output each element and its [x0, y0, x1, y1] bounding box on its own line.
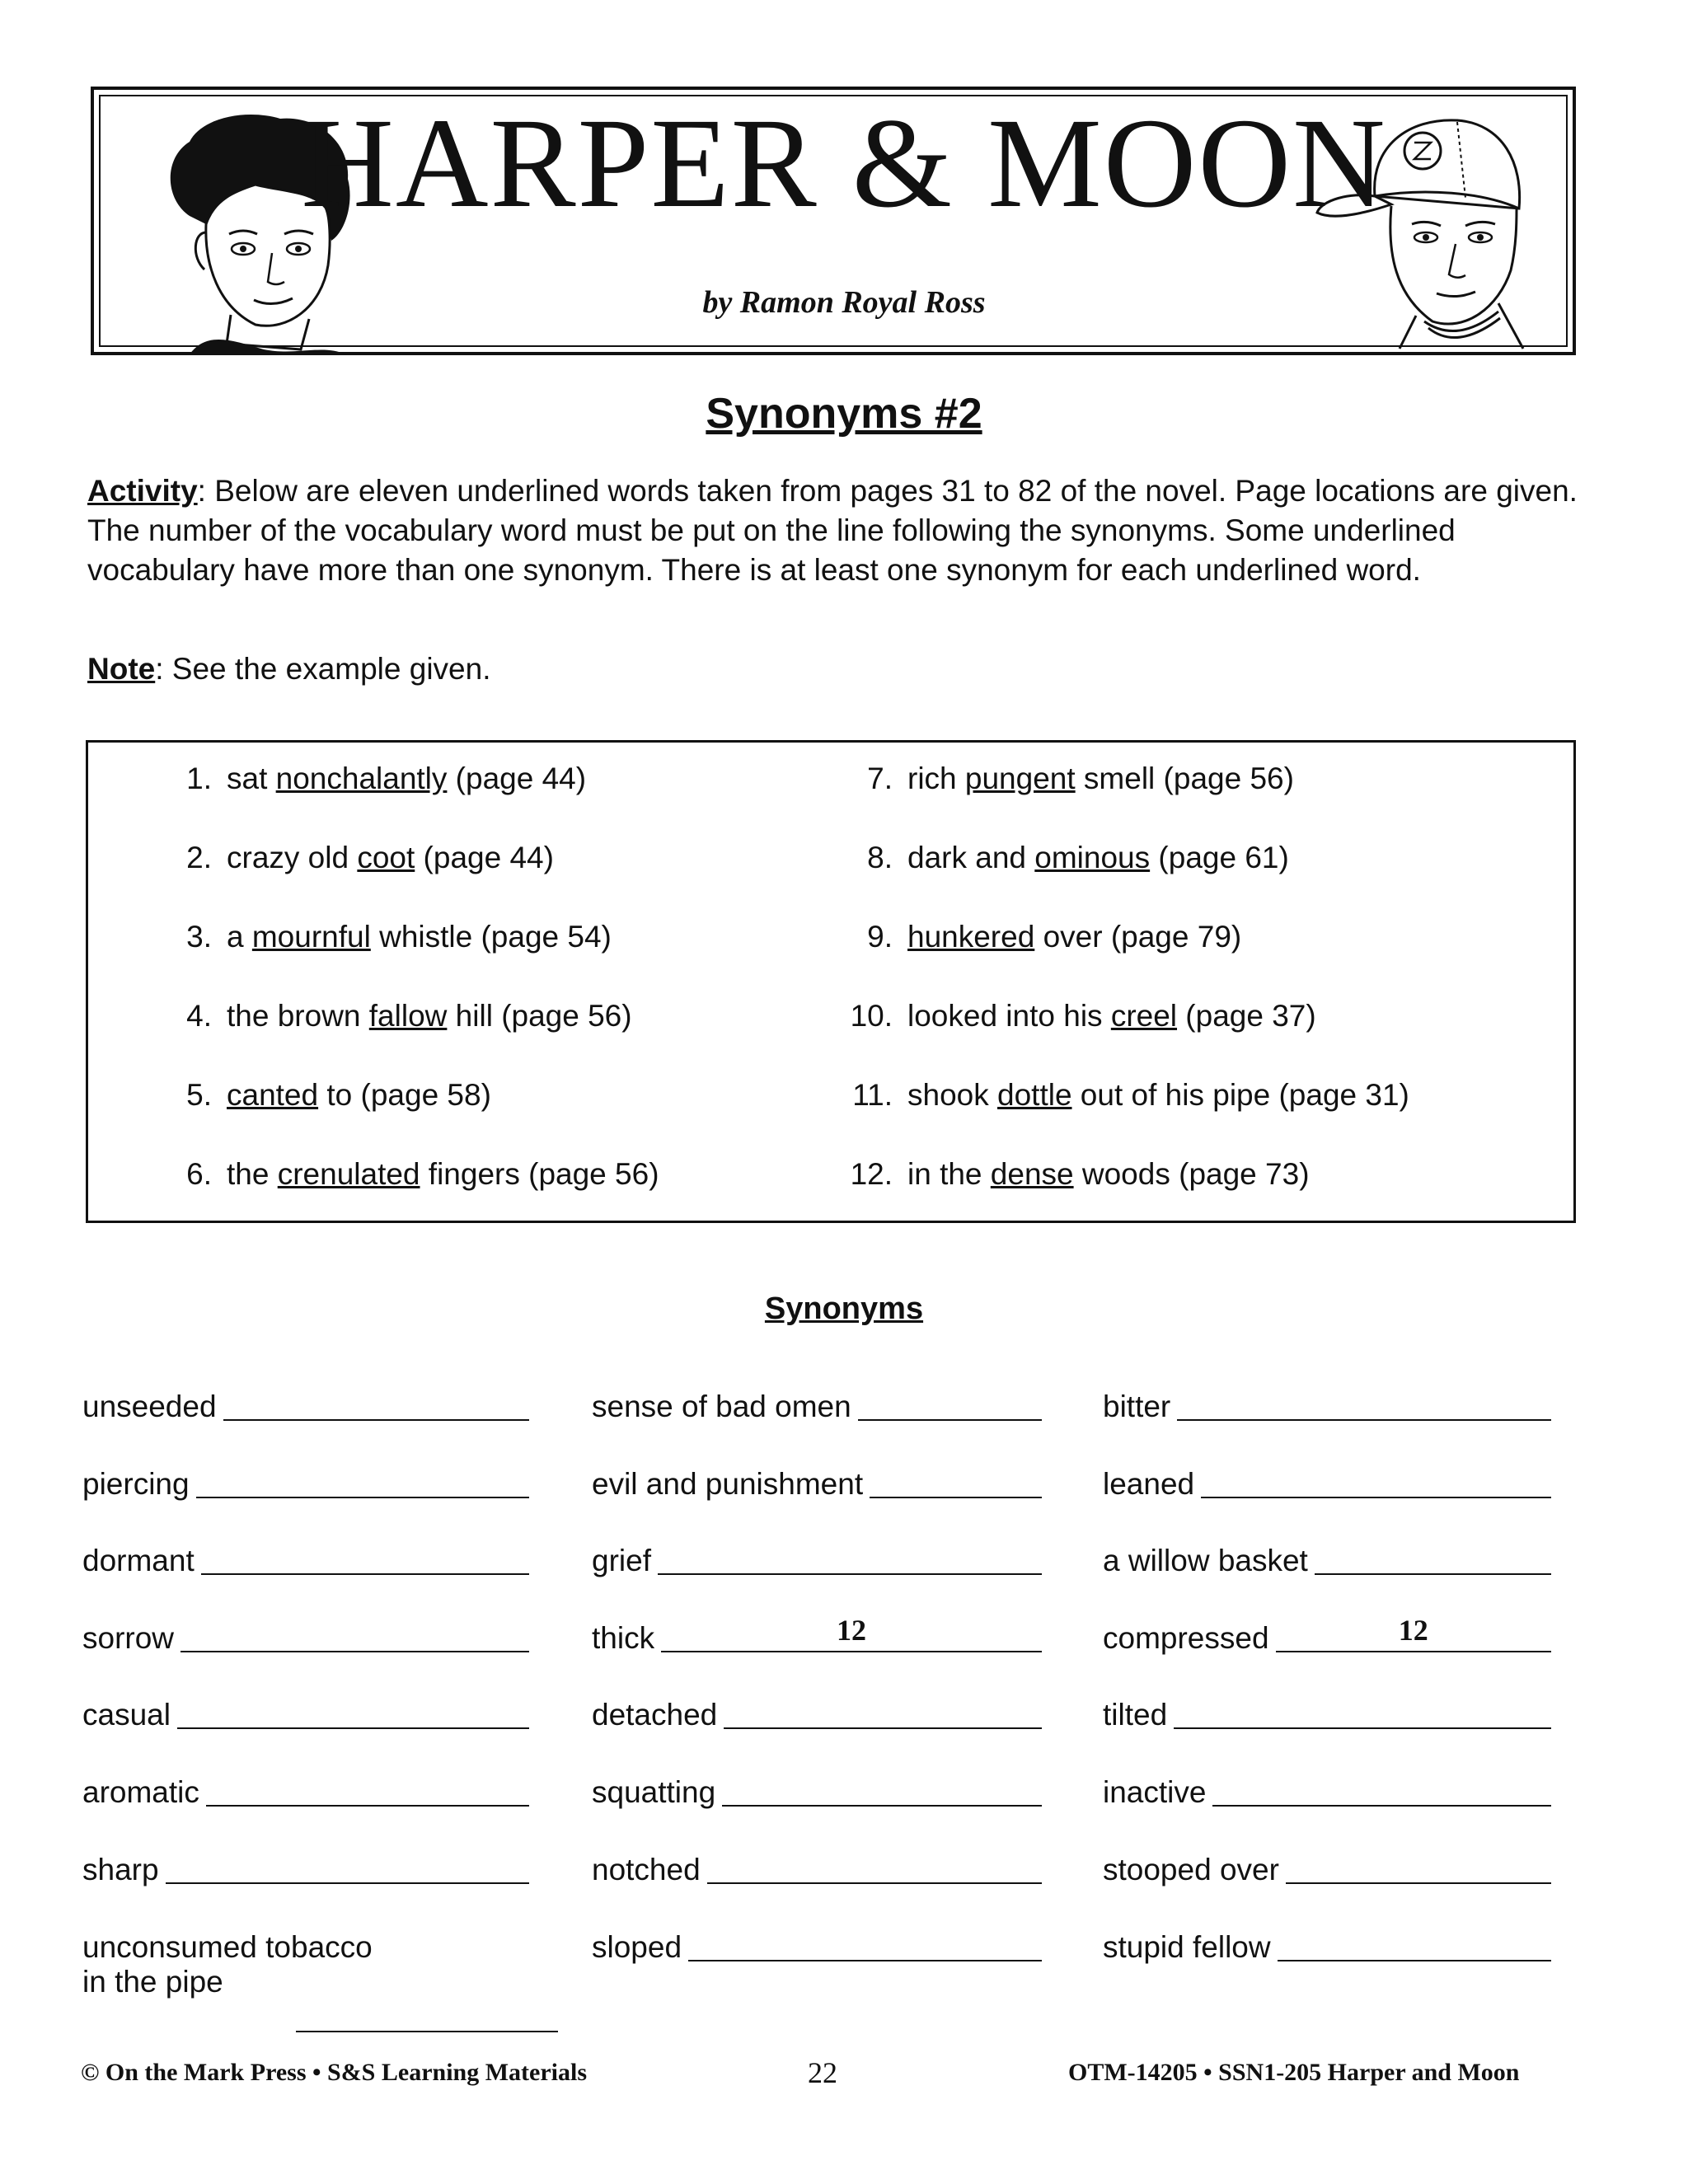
answer-line[interactable] [166, 1854, 529, 1884]
synonyms-heading: Synonyms [764, 1291, 924, 1326]
answer-line[interactable] [707, 1854, 1042, 1884]
synonym-item [82, 1930, 529, 1999]
note-label: Note [87, 652, 156, 686]
answer-line[interactable] [658, 1545, 1042, 1575]
vocab-word: crenulated [277, 1157, 420, 1191]
vocab-word: hunkered [907, 920, 1035, 954]
vocab-word: fallow [368, 999, 448, 1033]
footer-publisher: © On the Mark Press • S&S Learning Materials [81, 2059, 587, 2086]
vocab-item: 8. dark and ominous (page 61) [867, 841, 1289, 874]
answer-line[interactable] [1278, 1932, 1551, 1961]
page-number: 22 [808, 2056, 837, 2089]
vocab-word: nonchalantly [275, 762, 448, 795]
answer-line[interactable] [1286, 1854, 1551, 1884]
synonym-item: piercing [82, 1467, 529, 1502]
answer-line[interactable] [177, 1699, 529, 1729]
answer-line[interactable] [1276, 1614, 1551, 1652]
synonym-item: grief [592, 1544, 1042, 1578]
synonym-item: notched [592, 1853, 1042, 1887]
vocab-item: 4. the brown fallow hill (page 56) [186, 999, 632, 1033]
synonym-item: aromatic [82, 1775, 529, 1810]
synonym-item: sharp [82, 1853, 529, 1887]
synonym-word: unconsumed tobacco [82, 1930, 373, 1964]
synonym-item: unseeded [82, 1390, 529, 1424]
example-answer: 12 [1398, 1614, 1428, 1647]
vocab-word: pungent [964, 762, 1076, 795]
synonym-item: bitter [1103, 1390, 1551, 1424]
vocab-word: coot [357, 841, 415, 874]
answer-line[interactable] [1177, 1391, 1551, 1421]
synonym-item: stooped over [1103, 1853, 1551, 1887]
example-answer: 12 [837, 1614, 867, 1647]
answer-line[interactable] [688, 1932, 1042, 1961]
worksheet-title: Synonyms #2 [706, 390, 982, 438]
activity-text: : Below are eleven underlined words taken from pages 31 to 82 of the novel. Page locations are given. The number of the vocabulary word must be put on the line following the synonyms. Some underlined vocabulary have more than one synonym. There is at least one synonym for each underlined word. [87, 474, 1578, 587]
answer-line[interactable] [1201, 1469, 1551, 1498]
answer-line[interactable] [661, 1614, 1042, 1652]
synonym-item: thick 12 [592, 1621, 1042, 1656]
synonym-item: casual [82, 1698, 529, 1732]
vocab-item: 10. looked into his creel (page 37) [850, 999, 1316, 1033]
synonym-item: sorrow [82, 1621, 529, 1656]
vocab-item: 2. crazy old coot (page 44) [186, 841, 554, 874]
vocab-word: creel [1110, 999, 1178, 1033]
answer-line[interactable] [196, 1469, 529, 1498]
vocab-word: dottle [997, 1078, 1072, 1112]
synonym-item: inactive [1103, 1775, 1551, 1810]
answer-line[interactable] [1174, 1699, 1551, 1729]
answer-line[interactable] [1315, 1545, 1551, 1575]
synonym-item: squatting [592, 1775, 1042, 1810]
answer-line[interactable] [201, 1545, 529, 1575]
vocab-item: 12. in the dense woods (page 73) [850, 1157, 1310, 1191]
synonym-item: dormant [82, 1544, 529, 1578]
answer-line[interactable] [206, 1777, 529, 1807]
synonym-item: leaned [1103, 1467, 1551, 1502]
footer-product-code: OTM-14205 • SSN1-205 Harper and Moon [1068, 2059, 1520, 2086]
activity-paragraph [87, 471, 1596, 590]
synonym-item: sense of bad omen [592, 1390, 1042, 1424]
synonym-item: tilted [1103, 1698, 1551, 1732]
note-paragraph [87, 649, 1596, 689]
synonym-word-continued: in the pipe [82, 1965, 223, 1999]
note-text: : See the example given. [155, 652, 491, 686]
vocab-item: 11. shook dottle out of his pipe (page 31) [852, 1078, 1409, 1112]
vocabulary-box [86, 740, 1576, 1223]
vocab-item: 5. canted to (page 58) [186, 1078, 491, 1112]
vocab-item: 1. sat nonchalantly (page 44) [186, 762, 587, 795]
vocab-item: 3. a mournful whistle (page 54) [186, 920, 612, 954]
activity-label: Activity [87, 474, 198, 508]
answer-line[interactable] [181, 1623, 529, 1652]
vocab-item: 9. hunkered over (page 79) [867, 920, 1242, 954]
answer-line[interactable] [724, 1699, 1042, 1729]
synonym-item: stupid fellow [1103, 1930, 1551, 1965]
answer-line[interactable] [223, 1391, 529, 1421]
answer-line[interactable] [1212, 1777, 1551, 1807]
answer-line[interactable] [722, 1777, 1042, 1807]
vocab-word: mournful [251, 920, 371, 954]
vocab-item: 6. the crenulated fingers (page 56) [186, 1157, 659, 1191]
answer-line[interactable] [870, 1469, 1042, 1498]
synonym-item: detached [592, 1698, 1042, 1732]
synonym-item: compressed 12 [1103, 1621, 1551, 1656]
synonym-item: sloped [592, 1930, 1042, 1965]
vocab-word: canted [227, 1078, 319, 1112]
vocab-word: ominous [1034, 841, 1151, 874]
synonym-item: evil and punishment [592, 1467, 1042, 1502]
answer-line[interactable] [858, 1391, 1042, 1421]
answer-line[interactable] [296, 2003, 558, 2032]
vocab-item: 7. rich pungent smell (page 56) [867, 762, 1294, 795]
synonym-item: a willow basket [1103, 1544, 1551, 1578]
book-title: HARPER & MOON [301, 91, 1387, 234]
vocab-word: dense [990, 1157, 1074, 1191]
book-author: by Ramon Royal Ross [702, 285, 986, 320]
